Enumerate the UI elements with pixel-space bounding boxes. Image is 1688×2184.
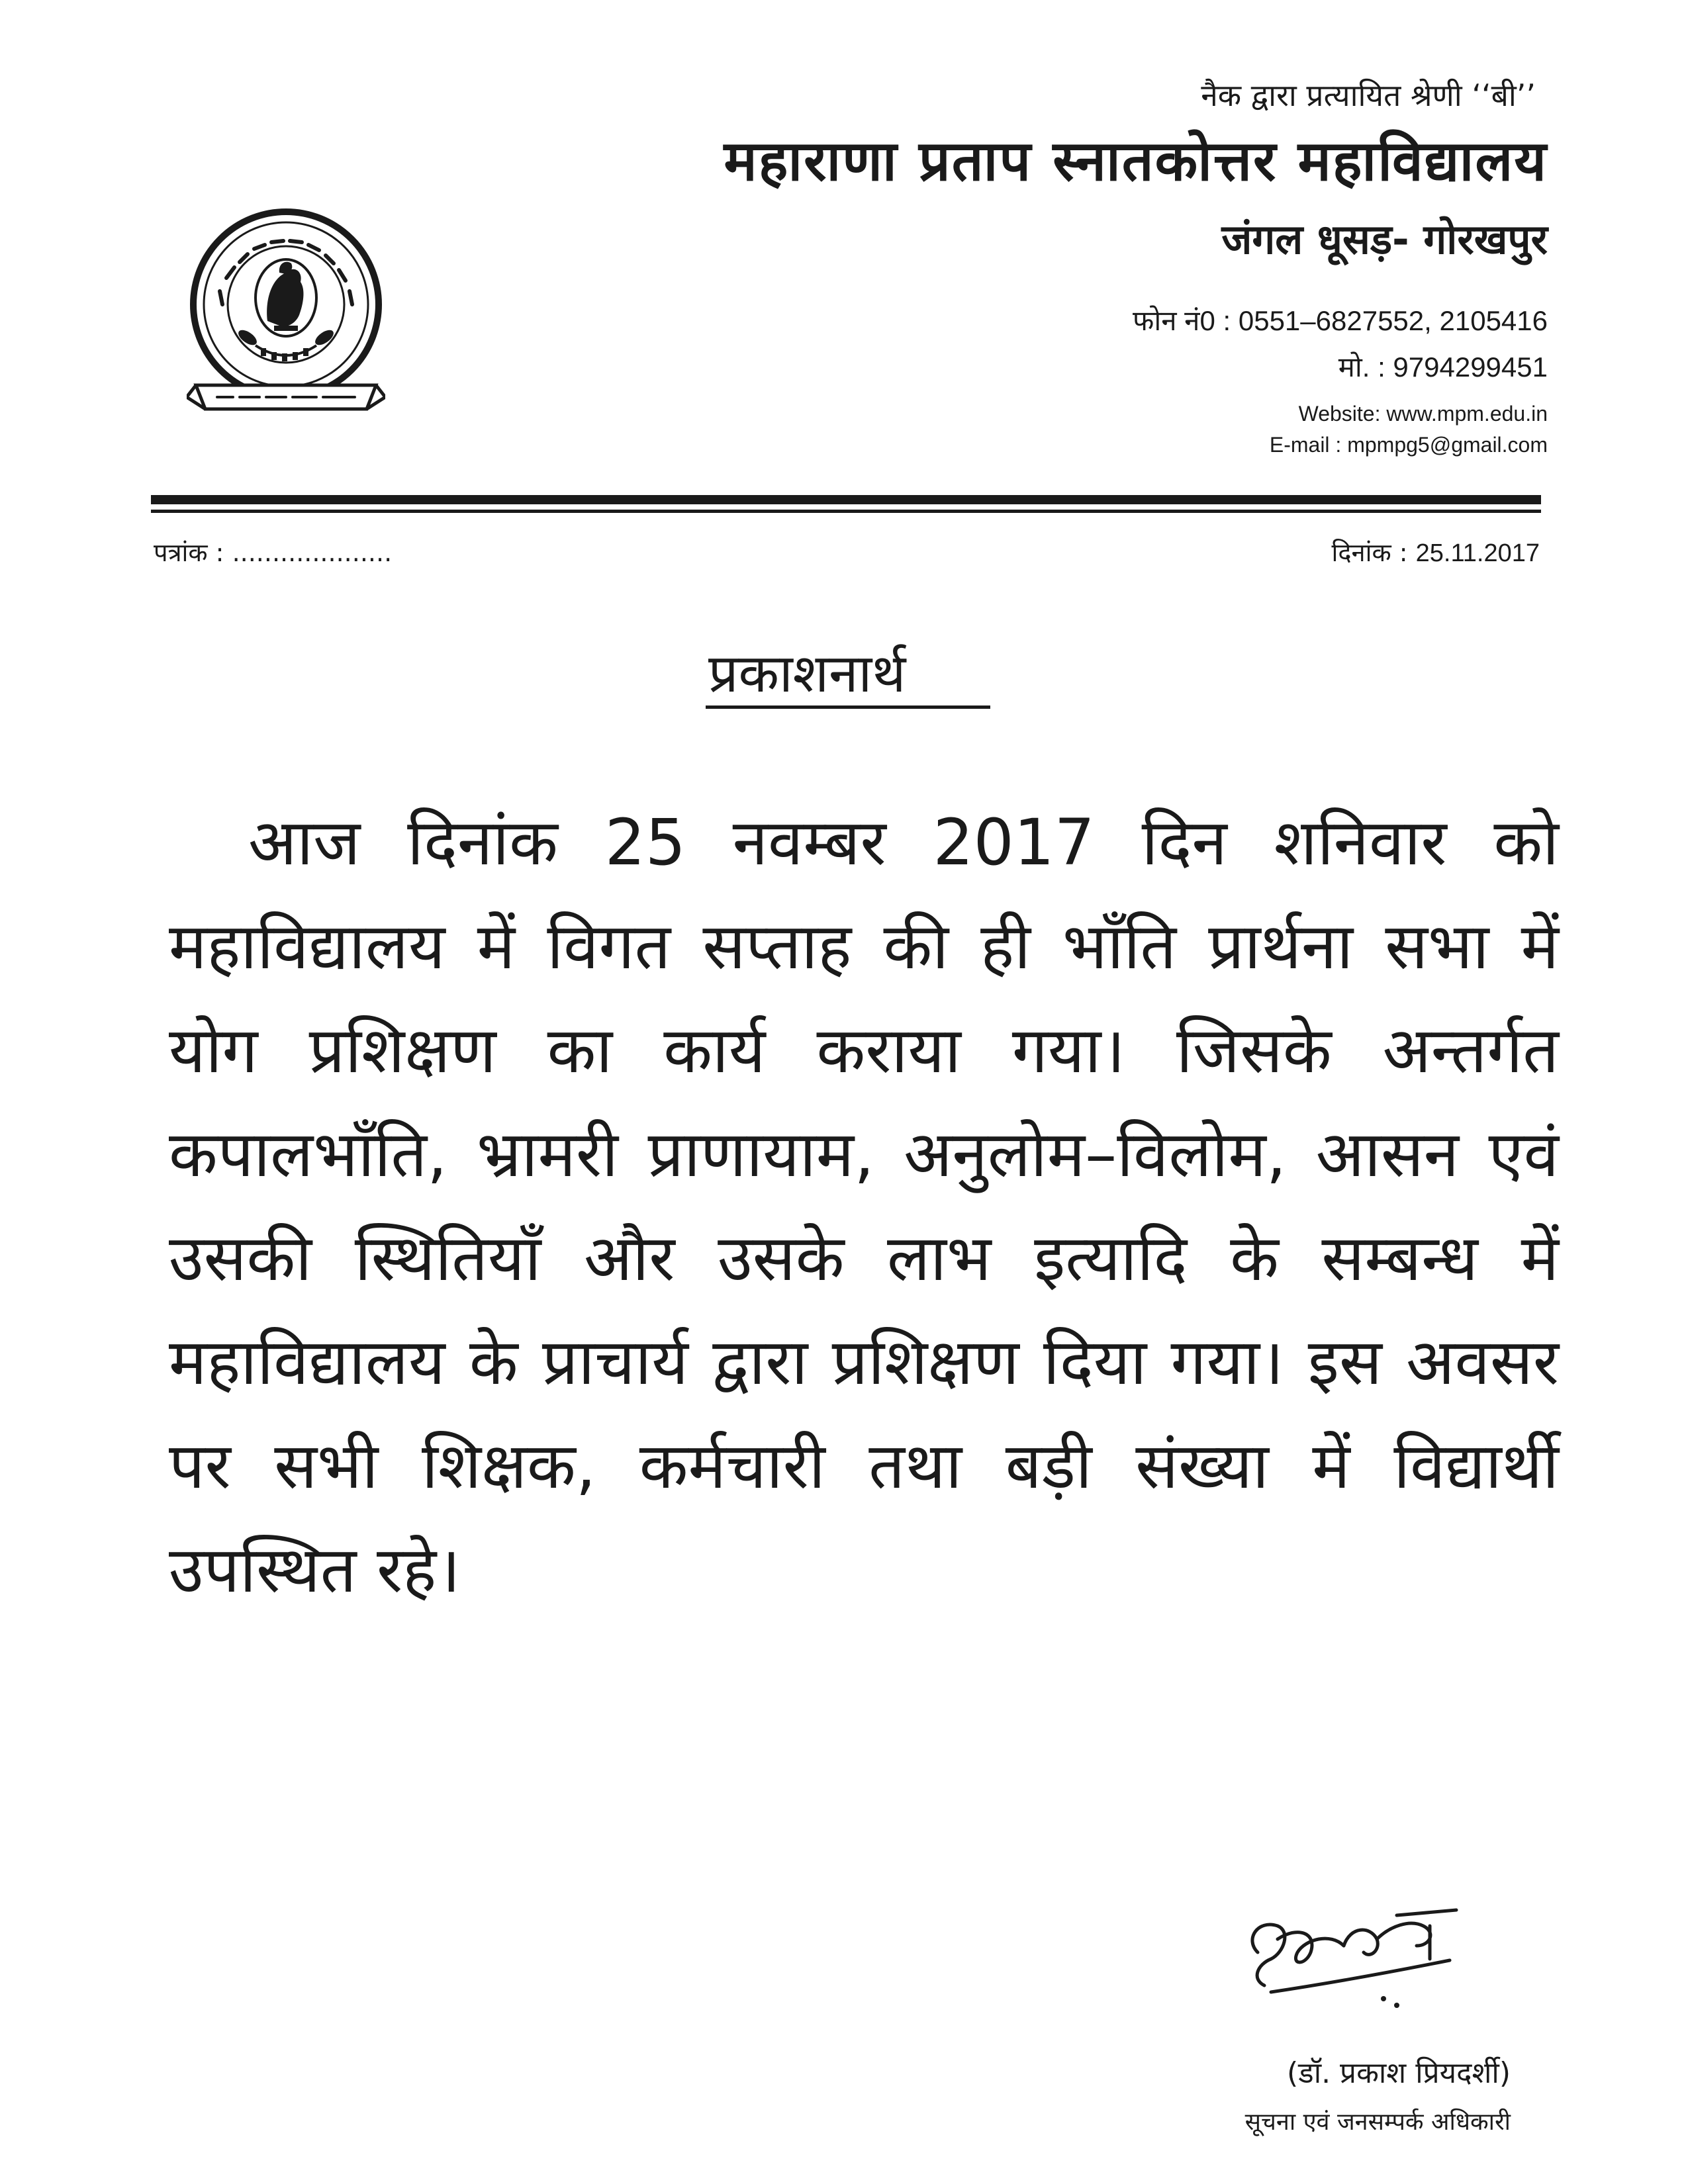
mobile-number: मो. : 9794299451 bbox=[1338, 351, 1548, 383]
signatory-name: (डॉ. प्रकाश प्रियदर्शी) bbox=[1286, 2056, 1511, 2090]
reference-value: .................... bbox=[232, 538, 393, 567]
accreditation-line: नैक द्वारा प्रत्यायित श्रेणी ‘‘बी’’ bbox=[1201, 77, 1536, 113]
reference-number bbox=[154, 535, 392, 569]
college-location: जंगल धूसड़- गोरखपुर bbox=[1221, 215, 1548, 263]
header-divider-thick bbox=[151, 495, 1541, 504]
reference-label: पत्रांक : bbox=[154, 538, 224, 567]
handwritten-signature bbox=[1231, 1899, 1483, 2045]
signatory-title: सूचना एवं जनसम्पर्क अधिकारी bbox=[1244, 2109, 1511, 2136]
date-value: 25.11.2017 bbox=[1415, 539, 1540, 567]
document-heading: प्रकाशनार्थ bbox=[708, 643, 906, 704]
press-release-body: आज दिनांक 25 नवम्बर 2017 दिन शनिवार को महाविद्यालय में विगत सप्ताह की ही भाँति प्रार्थना सभा में योग प्रशिक्षण का कार्य कराया गया। जिसके अन्तर्गत कपालभाँति, भ्रामरी प्राणायाम, अनुलोम–विलोम, आसन एवं उसकी स्थितियाँ और उसके लाभ इत्यादि के सम्बन्ध में महाविद्यालय के प्राचार्य द्वारा प्रशिक्षण दिया गया। इस अवसर पर सभी शिक्षक, कर्मचारी तथा बड़ी संख्या में विद्यार्थी उपस्थित रहे। bbox=[169, 805, 1559, 1607]
heading-underline bbox=[706, 705, 990, 709]
email-address: E-mail : mpmpg5@gmail.com bbox=[1269, 433, 1548, 457]
college-name: महाराणा प्रताप स्नातकोत्तर महाविद्यालय bbox=[724, 128, 1548, 193]
website-link: Website: www.mpm.edu.in bbox=[1298, 402, 1548, 426]
date-label: दिनांक : bbox=[1331, 538, 1408, 567]
header-divider-thin bbox=[151, 510, 1541, 513]
letter-date bbox=[1332, 535, 1540, 569]
phone-number: फोन नं0 : 0551–6827552, 2105416 bbox=[1132, 305, 1548, 336]
college-seal-icon bbox=[187, 199, 385, 437]
